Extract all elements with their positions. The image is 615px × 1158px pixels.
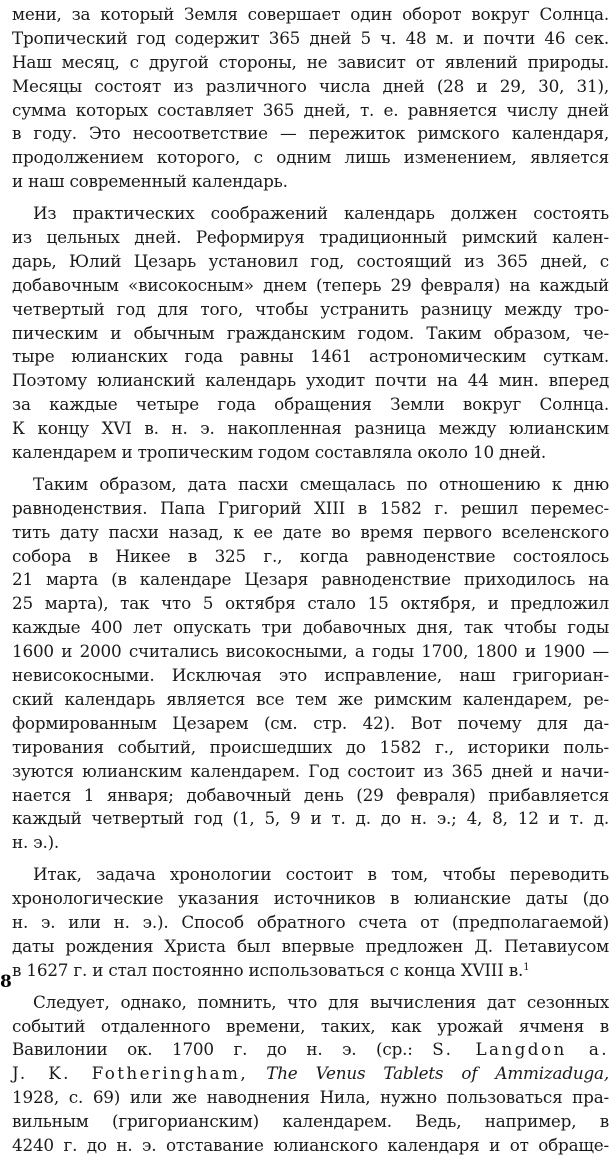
- text-line: тыре юлианских года равны 1461 астрономическим суткам.: [12, 346, 609, 367]
- document-page: [12, 3, 609, 1155]
- paragraph-gap: [12, 465, 609, 473]
- reference-title: The Venus Tablets of Ammizaduga,: [266, 1063, 609, 1084]
- text-line: н. э.).: [12, 832, 60, 853]
- text-line: К концу XVI в. н. э. накопленная разница между юлианским: [12, 418, 609, 439]
- text-line: дарь, Юлий Цезарь установил год, состоящий из 365 дней, с: [12, 250, 609, 271]
- text-line: равноденствия. Папа Григорий XIII в 1582 г. решил перемес-: [12, 497, 609, 518]
- text-line: из цельных дней. Реформируя традиционный римский кален-: [12, 227, 609, 248]
- text-line: формированным Цезарем (см. стр. 42). Вот почему для да-: [12, 712, 609, 733]
- text-line: сумма которых составляет 365 дней, т. е. равняется числу дней: [12, 99, 609, 120]
- text-line: за каждые четыре года обращения Земли вокруг Солнца.: [12, 394, 609, 415]
- text-line: Итак, задача хронологии состоит в том, чтобы переводить: [33, 864, 609, 885]
- paragraph-gap: [12, 194, 609, 202]
- text-line: добавочным «високосным» днем (теперь 29 февраля) на каждый: [12, 274, 609, 295]
- text-line: пическим и обычным гражданским годом. Таким образом, че-: [12, 322, 609, 343]
- text-line: Тропический год содержит 365 дней 5 ч. 48 м. и почти 46 сек.: [12, 27, 609, 48]
- text-line: продолжением которого, с одним лишь изменением, является: [12, 147, 609, 168]
- text-line: вильным (григорианским) календарем. Ведь, например, в: [12, 1111, 609, 1132]
- text-line: зуются юлианским календарем. Год состоит из 365 дней и начи-: [12, 760, 609, 781]
- text-line: невисокосными. Исключая это исправление, наш григориан-: [12, 665, 609, 686]
- reference-author: J. K. Fotheringham,: [12, 1063, 249, 1084]
- text-line: Месяцы состоят из различного числа дней (28 и 29, 30, 31),: [12, 75, 609, 96]
- text-line: Следует, однако, помнить, что для вычисления дат сезонных: [33, 991, 609, 1012]
- reference-author: S. Langdon a.: [432, 1039, 609, 1060]
- text-line: и наш современный календарь.: [12, 171, 288, 192]
- text-line: хронологические указания источников в юлианские даты (до: [12, 888, 609, 909]
- text-line: [12, 1062, 609, 1086]
- text-line: тить дату пасхи назад, к ее дате во время первого вселенского: [12, 521, 609, 542]
- text-line: [12, 959, 609, 983]
- text-line: 25 марта), так что 5 октября стало 15 октября, и предложил: [12, 593, 609, 614]
- text-segment: Вавилонии ок. 1700 г. до н. э. (ср.:: [12, 1039, 413, 1060]
- paragraph-gap: [12, 855, 609, 863]
- text-line: 21 марта (в календаре Цезаря равноденствие приходилось на: [12, 569, 609, 590]
- text-line: каждые 400 лет опускать три добавочных дня, так чтобы годы: [12, 617, 609, 638]
- text-line: календарем и тропическим годом составляла около 10 дней.: [12, 442, 547, 463]
- paragraph-4: [12, 863, 609, 982]
- text-line: собора в Никее в 325 г., когда равноденствие состоялось: [12, 545, 609, 566]
- page-number: 8: [0, 972, 12, 992]
- text-line: 4240 г. до н. э. отставание юлианского календаря и от обраще-: [12, 1134, 609, 1155]
- text-line: Поэтому юлианский календарь уходит почти на 44 мин. вперед: [12, 370, 609, 391]
- text-line: Наш месяц, с другой стороны, не зависит от явлений природы.: [12, 51, 609, 72]
- text-line: 1600 и 2000 считались високосными, а годы 1700, 1800 и 1900 —: [12, 641, 609, 662]
- text-line: 1928, с. 69) или же наводнения Нила, нужно пользоваться пра-: [12, 1087, 609, 1108]
- footnote-marker: 1: [523, 961, 530, 973]
- text-line: нается 1 января; добавочный день (29 февраля) прибавляется: [12, 784, 609, 805]
- text-line: Таким образом, дата пасхи смещалась по отношению к дню: [33, 473, 609, 494]
- text-line: ский календарь является все тем же римским календарем, ре-: [12, 688, 609, 709]
- paragraph-2: [12, 202, 609, 465]
- text-line: четвертый год для того, чтобы устранить разницу между тро-: [12, 298, 609, 319]
- text-line: н. э. или н. э.). Способ обратного счета от (предполагаемой): [12, 911, 609, 932]
- text-line: даты рождения Христа был впервые предложен Д. Петавиусом: [12, 935, 609, 956]
- paragraph-5: [12, 991, 609, 1158]
- paragraph-3: [12, 473, 609, 855]
- text-line: [12, 1038, 609, 1062]
- text-line: тирования событий, происшедших до 1582 г., историки поль-: [12, 736, 609, 757]
- paragraph-1: [12, 3, 609, 194]
- text-line: мени, за который Земля совершает один оборот вокруг Солнца.: [12, 4, 609, 24]
- paragraph-gap: [12, 983, 609, 991]
- text-line: в году. Это несоответствие — пережиток римского календаря,: [12, 123, 609, 144]
- text-line: каждый четвертый год (1, 5, 9 и т. д. до н. э.; 4, 8, 12 и т. д.: [12, 808, 609, 829]
- text-segment: в 1627 г. и стал постоянно использоваться с конца XVIII в.: [12, 959, 524, 980]
- text-line: Из практических соображений календарь должен состоять: [33, 203, 609, 224]
- text-line: событий отдаленного времени, таких, как урожай ячменя в: [12, 1015, 609, 1036]
